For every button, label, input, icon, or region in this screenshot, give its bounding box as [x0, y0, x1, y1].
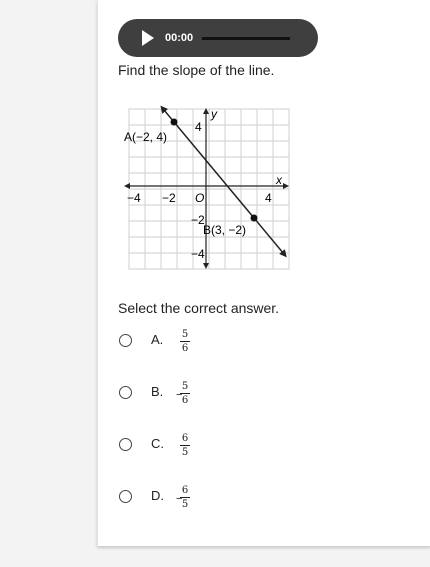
audio-time: 00:00 [165, 32, 194, 44]
x-tick-label-neg4: −4 [127, 191, 141, 205]
option-d-radio[interactable] [119, 490, 132, 503]
option-d-fraction [180, 485, 190, 510]
option-b-fraction [180, 381, 190, 406]
option-c-denominator: 5 [181, 447, 189, 458]
option-d[interactable] [118, 485, 318, 518]
y-tick-label-4: 4 [195, 120, 202, 134]
option-d-sign: − [176, 493, 183, 505]
option-b-radio[interactable] [119, 386, 132, 399]
audio-player [118, 19, 318, 57]
y-tick-label-neg2: −2 [191, 213, 205, 227]
play-icon[interactable] [142, 30, 154, 46]
option-c-radio[interactable] [119, 438, 132, 451]
point-b-marker [251, 215, 258, 222]
option-c-numerator: 6 [181, 433, 189, 444]
coordinate-graph [122, 104, 292, 274]
option-a-letter: A. [151, 332, 164, 347]
audio-progress-track[interactable] [202, 37, 290, 40]
point-a-marker [171, 119, 178, 126]
option-d-numerator: 6 [181, 485, 189, 496]
option-b-numerator: 5 [181, 381, 189, 392]
option-a[interactable] [118, 329, 318, 362]
option-b-letter: B. [151, 384, 164, 399]
x-tick-label-4: 4 [265, 191, 272, 205]
y-tick-label-neg4: −4 [191, 247, 205, 261]
option-b[interactable] [118, 381, 318, 414]
origin-label: O [195, 191, 205, 205]
option-a-fraction [180, 329, 190, 354]
option-b-denominator: 6 [181, 395, 189, 406]
option-a-denominator: 6 [181, 343, 189, 354]
point-b-label: B(3, −2) [203, 223, 247, 237]
option-d-denominator: 5 [181, 499, 189, 510]
question-card [97, 0, 430, 546]
option-c-fraction [180, 433, 190, 458]
x-tick-label-neg2: −2 [162, 191, 176, 205]
option-a-numerator: 5 [181, 329, 189, 340]
answer-prompt: Select the correct answer. [118, 300, 280, 316]
y-axis-label: y [211, 107, 217, 121]
option-a-radio[interactable] [119, 334, 132, 347]
option-d-letter: D. [151, 488, 164, 503]
question-text: Find the slope of the line. [118, 62, 275, 78]
option-c-letter: C. [151, 436, 164, 451]
point-a-label: A(−2, 4) [124, 130, 168, 144]
x-axis-label: x [276, 173, 282, 187]
option-c[interactable] [118, 433, 318, 466]
option-b-sign: − [176, 389, 183, 401]
